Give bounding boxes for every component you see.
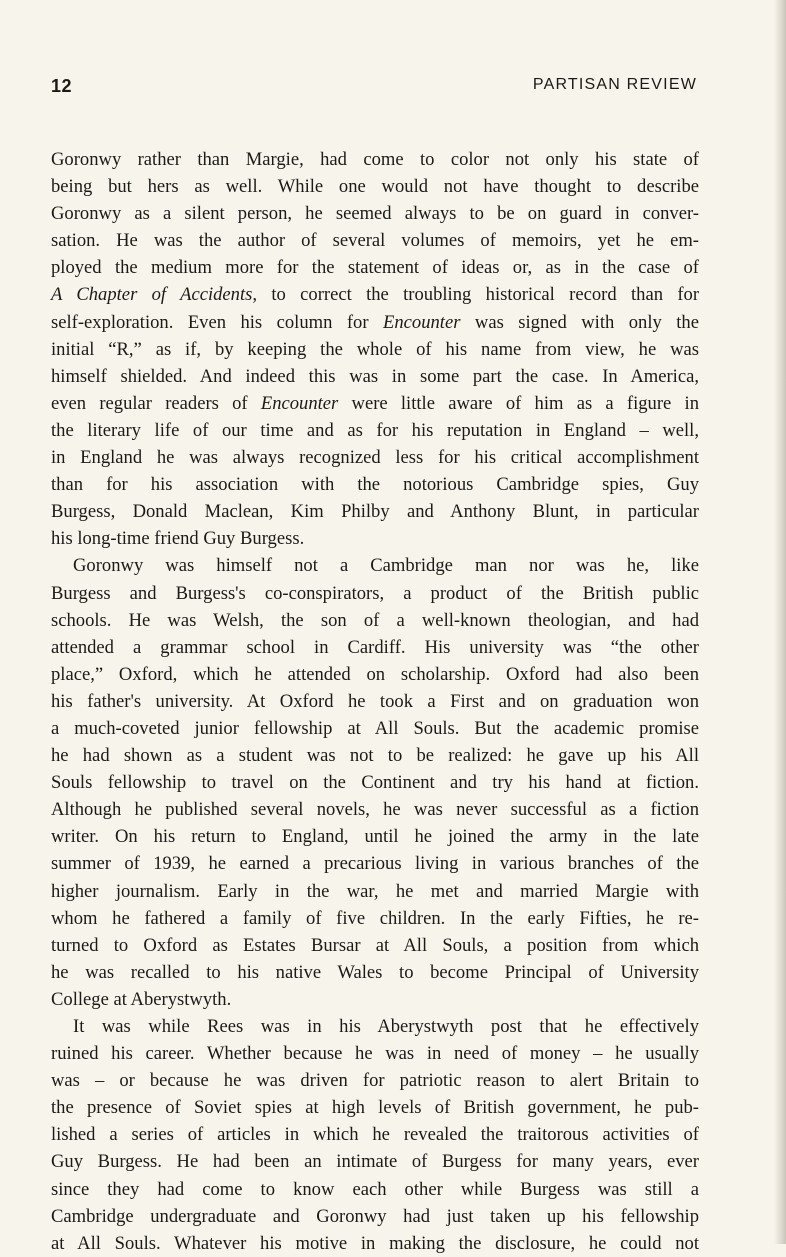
text-segment: ployed the medium more for the statement of ideas or, as in the case of bbox=[51, 257, 699, 279]
text-segment: sation. He was the author of several volumes of memoirs, yet he em- bbox=[51, 230, 699, 252]
text-segment: at All Souls. Whatever his motive in making the disclosure, he could not bbox=[51, 1232, 699, 1254]
italic-title: A Chapter of Accidents, bbox=[51, 284, 258, 306]
text-line bbox=[51, 444, 699, 471]
text-line bbox=[51, 1013, 699, 1040]
text-line bbox=[51, 390, 699, 417]
text-segment: Goronwy as a silent person, he seemed always to be on guard in conver- bbox=[51, 203, 699, 225]
body-text bbox=[51, 146, 699, 1257]
text-line bbox=[51, 227, 699, 254]
italic-title: Encounter bbox=[382, 311, 461, 333]
text-line bbox=[51, 607, 699, 634]
text-segment: attended a grammar school in Cardiff. His university was “the other bbox=[51, 636, 699, 658]
text-segment: Goronwy was himself not a Cambridge man nor was he, like bbox=[73, 555, 699, 577]
text-line bbox=[51, 905, 699, 932]
text-line bbox=[51, 254, 699, 281]
text-line bbox=[51, 146, 699, 173]
text-segment: even regular readers of bbox=[51, 392, 261, 414]
text-line bbox=[51, 173, 699, 200]
text-segment: Burgess and Burgess's co-conspirators, a product of the British public bbox=[51, 582, 699, 604]
text-line bbox=[51, 336, 699, 363]
text-line bbox=[51, 580, 699, 607]
text-segment: was signed with only the bbox=[460, 311, 699, 333]
text-line bbox=[51, 309, 699, 336]
text-segment: summer of 1939, he earned a precarious living in various branches of the bbox=[51, 853, 699, 875]
text-line bbox=[51, 823, 699, 850]
text-line bbox=[51, 1203, 699, 1230]
text-segment: he had shown as a student was not to be realized: he gave up his All bbox=[51, 745, 699, 767]
text-line bbox=[51, 742, 699, 769]
text-line bbox=[51, 932, 699, 959]
italic-title: Encounter bbox=[260, 392, 339, 414]
text-segment: Cambridge undergraduate and Goronwy had just taken up his fellowship bbox=[51, 1205, 699, 1227]
text-segment: whom he fathered a family of five children. In the early Fifties, he re- bbox=[51, 907, 699, 929]
text-line bbox=[51, 363, 699, 390]
text-line bbox=[51, 552, 699, 579]
text-line bbox=[51, 1148, 699, 1175]
text-segment: initial “R,” as if, by keeping the whole of his name from view, he was bbox=[51, 338, 699, 360]
text-line bbox=[51, 200, 699, 227]
text-line bbox=[51, 1230, 699, 1257]
text-line bbox=[51, 986, 699, 1013]
text-line bbox=[51, 1067, 699, 1094]
text-segment: than for his association with the notorious Cambridge spies, Guy bbox=[51, 474, 699, 496]
text-line bbox=[51, 959, 699, 986]
text-segment: the presence of Soviet spies at high levels of British government, he pub- bbox=[51, 1097, 699, 1119]
text-line bbox=[51, 661, 699, 688]
text-line bbox=[51, 1094, 699, 1121]
page-header bbox=[51, 76, 697, 100]
text-line bbox=[51, 796, 699, 823]
text-segment: his long-time friend Guy Burgess. bbox=[51, 528, 305, 550]
text-segment: himself shielded. And indeed this was in some part the case. In America, bbox=[51, 365, 699, 387]
text-segment: to correct the troubling historical record than for bbox=[257, 284, 700, 306]
text-segment: schools. He was Welsh, the son of a well-known theologian, and had bbox=[51, 609, 699, 631]
text-segment: higher journalism. Early in the war, he met and married Margie with bbox=[51, 880, 699, 902]
text-segment: writer. On his return to England, until he joined the army in the late bbox=[51, 826, 699, 848]
text-segment: since they had come to know each other while Burgess was still a bbox=[51, 1178, 699, 1200]
text-line bbox=[51, 688, 699, 715]
text-segment: self-exploration. Even his column for bbox=[51, 311, 383, 333]
text-segment: he was recalled to his native Wales to become Principal of University bbox=[51, 961, 699, 983]
text-line bbox=[51, 498, 699, 525]
text-line bbox=[51, 850, 699, 877]
text-line bbox=[51, 1040, 699, 1067]
text-segment: Although he published several novels, he was never successful as a fiction bbox=[51, 799, 699, 821]
page-number: 12 bbox=[51, 76, 73, 96]
text-line bbox=[51, 471, 699, 498]
text-segment: were little aware of him as a figure in bbox=[338, 392, 699, 414]
text-line bbox=[51, 281, 699, 308]
text-segment: turned to Oxford as Estates Bursar at All Souls, a position from which bbox=[51, 934, 699, 956]
text-segment: the literary life of our time and as for his reputation in England – well, bbox=[51, 419, 699, 441]
text-segment: lished a series of articles in which he revealed the traitorous activities of bbox=[51, 1124, 699, 1146]
text-segment: place,” Oxford, which he attended on scholarship. Oxford had also been bbox=[51, 663, 699, 685]
text-segment: Burgess, Donald Maclean, Kim Philby and Anthony Blunt, in particular bbox=[51, 501, 699, 523]
text-segment: being but hers as well. While one would not have thought to describe bbox=[51, 176, 699, 198]
text-segment: College at Aberystwyth. bbox=[51, 988, 232, 1010]
page-edge-shadow bbox=[774, 0, 786, 1244]
text-line bbox=[51, 769, 699, 796]
text-segment: Guy Burgess. He had been an intimate of Burgess for many years, ever bbox=[51, 1151, 699, 1173]
text-segment: ruined his career. Whether because he was in need of money – he usually bbox=[51, 1043, 699, 1065]
text-segment: in England he was always recognized less for his critical accomplishment bbox=[51, 447, 699, 469]
text-segment: Souls fellowship to travel on the Continent and try his hand at fiction. bbox=[51, 772, 699, 794]
text-segment: It was while Rees was in his Aberystwyth post that he effectively bbox=[73, 1016, 699, 1037]
text-line bbox=[51, 417, 699, 444]
running-head: PARTISAN REVIEW bbox=[532, 76, 697, 93]
text-line bbox=[51, 525, 699, 552]
text-line bbox=[51, 1176, 699, 1203]
text-line bbox=[51, 634, 699, 661]
text-segment: his father's university. At Oxford he took a First and on graduation won bbox=[51, 690, 699, 712]
text-segment: Goronwy rather than Margie, had come to color not only his state of bbox=[51, 149, 699, 170]
text-line bbox=[51, 715, 699, 742]
text-line bbox=[51, 878, 699, 905]
text-segment: was – or because he was driven for patriotic reason to alert Britain to bbox=[51, 1070, 699, 1092]
text-line bbox=[51, 1121, 699, 1148]
text-segment: a much-coveted junior fellowship at All Souls. But the academic promise bbox=[51, 717, 699, 739]
